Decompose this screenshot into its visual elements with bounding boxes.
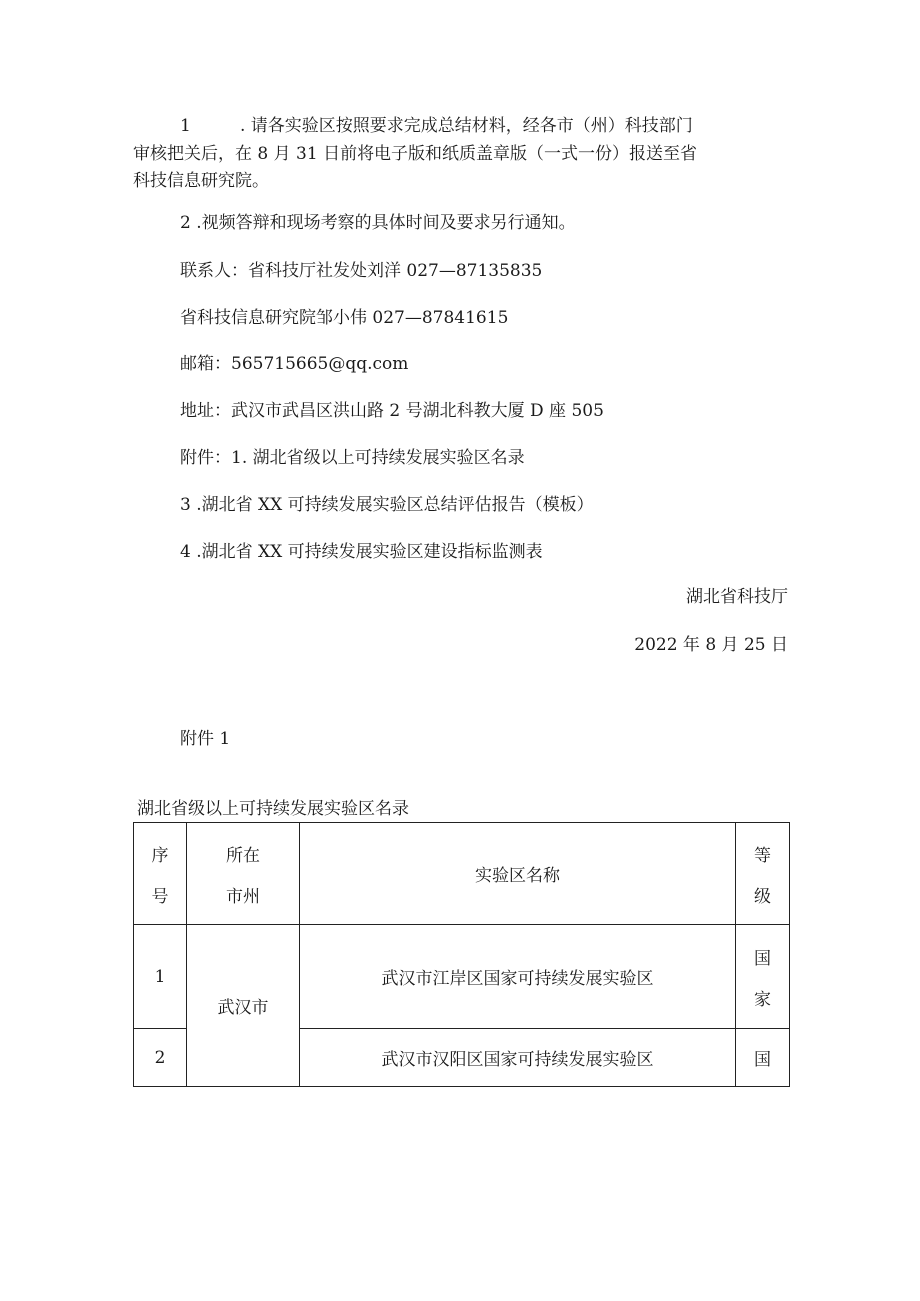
header-name: 实验区名称 (300, 823, 736, 925)
signature-org: 湖北省科技厅 (686, 587, 788, 607)
row-name: 武汉市江岸区国家可持续发展实验区 (300, 925, 736, 1029)
address-line: 地址：武汉市武昌区洪山路 2 号湖北科教大厦 D 座 505 (180, 401, 604, 421)
attachment-4: 4 .湖北省 XX 可持续发展实验区建设指标监测表 (180, 542, 543, 562)
row-seq: 1 (134, 925, 187, 1029)
row-city: 武汉市 (187, 925, 300, 1087)
header-city: 所在 市州 (187, 823, 300, 925)
experiment-zone-table (133, 822, 790, 1087)
row-name: 武汉市汉阳区国家可持续发展实验区 (300, 1029, 736, 1087)
note-item-1-line-1: . 请各实验区按照要求完成总结材料，经各市（州）科技部门 (240, 116, 693, 136)
table-header-row (134, 823, 790, 925)
appendix-label: 附件 1 (180, 729, 231, 749)
header-seq: 序 号 (134, 823, 187, 925)
table-title: 湖北省级以上可持续发展实验区名录 (137, 799, 409, 819)
header-level: 等 级 (736, 823, 790, 925)
note-item-2: 2 .视频答辩和现场考察的具体时间及要求另行通知。 (180, 213, 576, 233)
signature-date: 2022 年 8 月 25 日 (634, 635, 788, 655)
attachment-1: 附件：1. 湖北省级以上可持续发展实验区名录 (180, 448, 525, 468)
attachment-3: 3 .湖北省 XX 可持续发展实验区总结评估报告（模板） (180, 495, 594, 515)
note-item-1-line-2: 审核把关后，在 8 月 31 日前将电子版和纸质盖章版（一式一份）报送至省 (133, 143, 698, 164)
row-seq: 2 (134, 1029, 187, 1087)
row-level: 国 (736, 1029, 790, 1087)
note-item-1 (133, 113, 793, 196)
contact-line-1: 联系人：省科技厅社发处刘洋 027—87135835 (180, 261, 543, 281)
contact-line-2: 省科技信息研究院邹小伟 027—87841615 (180, 308, 509, 328)
table-row (134, 925, 790, 1029)
note-item-1-number: 1 (180, 116, 191, 136)
note-item-1-line-3: 科技信息研究院。 (133, 171, 269, 191)
email-line: 邮箱：565715665@qq.com (180, 354, 409, 374)
row-level: 国 家 (736, 925, 790, 1029)
